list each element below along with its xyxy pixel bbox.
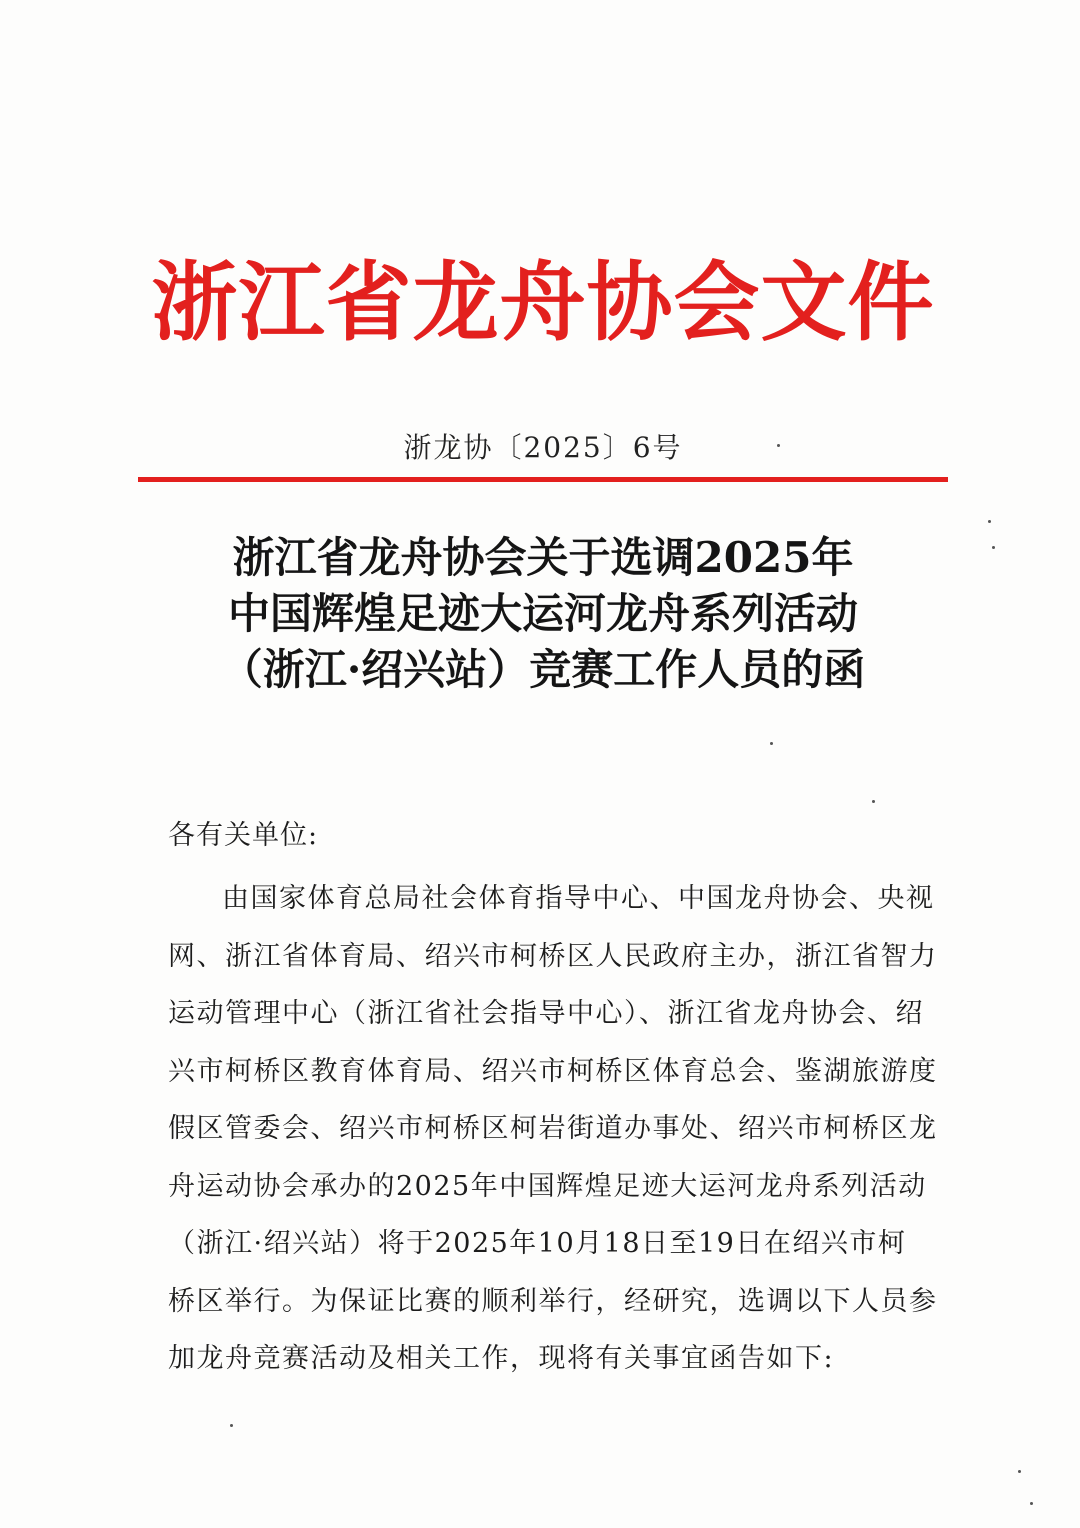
body-line: 舟运动协会承办的2025年中国辉煌足迹大运河龙舟系列活动 bbox=[168, 1170, 927, 1202]
red-divider-line bbox=[138, 477, 948, 482]
scan-speck bbox=[1018, 1470, 1021, 1473]
letterhead-title: 浙江省龙舟协会文件 bbox=[151, 253, 935, 353]
body-line: 桥区举行。为保证比赛的顺利举行，经研究，选调以下人员参 bbox=[168, 1285, 938, 1317]
scan-speck bbox=[988, 520, 991, 523]
scan-speck bbox=[777, 444, 780, 447]
document-number: 浙龙协〔2025〕6号 bbox=[403, 431, 683, 464]
scan-speck bbox=[1030, 1502, 1033, 1505]
scan-speck bbox=[872, 800, 875, 803]
body-line: 运动管理中心（浙江省社会指导中心）、浙江省龙舟协会、绍 bbox=[168, 998, 924, 1029]
document-title bbox=[138, 530, 948, 698]
body-line: （浙江·绍兴站）将于2025年10月18日至19日在绍兴市柯 bbox=[168, 1228, 907, 1259]
body-line: 由国家体育总局社会体育指导中心、中国龙舟协会、央视 bbox=[222, 883, 935, 914]
body-paragraph bbox=[168, 870, 948, 1388]
salutation: 各有关单位: bbox=[168, 820, 319, 851]
body-line: 加龙舟竞赛活动及相关工作，现将有关事宜函告如下: bbox=[168, 1343, 835, 1374]
title-line-1: 浙江省龙舟协会关于选调2025年 bbox=[232, 533, 854, 582]
body-line: 兴市柯桥区教育体育局、绍兴市柯桥区体育总会、鉴湖旅游度 bbox=[168, 1055, 938, 1087]
body-line: 网、浙江省体育局、绍兴市柯桥区人民政府主办，浙江省智力 bbox=[168, 940, 938, 972]
title-line-3: （浙江·绍兴站）竞赛工作人员的函 bbox=[220, 645, 866, 694]
scan-speck bbox=[770, 742, 773, 745]
body-line: 假区管委会、绍兴市柯桥区柯岩街道办事处、绍兴市柯桥区龙 bbox=[168, 1113, 938, 1144]
title-line-2: 中国辉煌足迹大运河龙舟系列活动 bbox=[227, 589, 858, 638]
scan-speck bbox=[992, 546, 995, 549]
scan-speck bbox=[230, 1424, 233, 1427]
